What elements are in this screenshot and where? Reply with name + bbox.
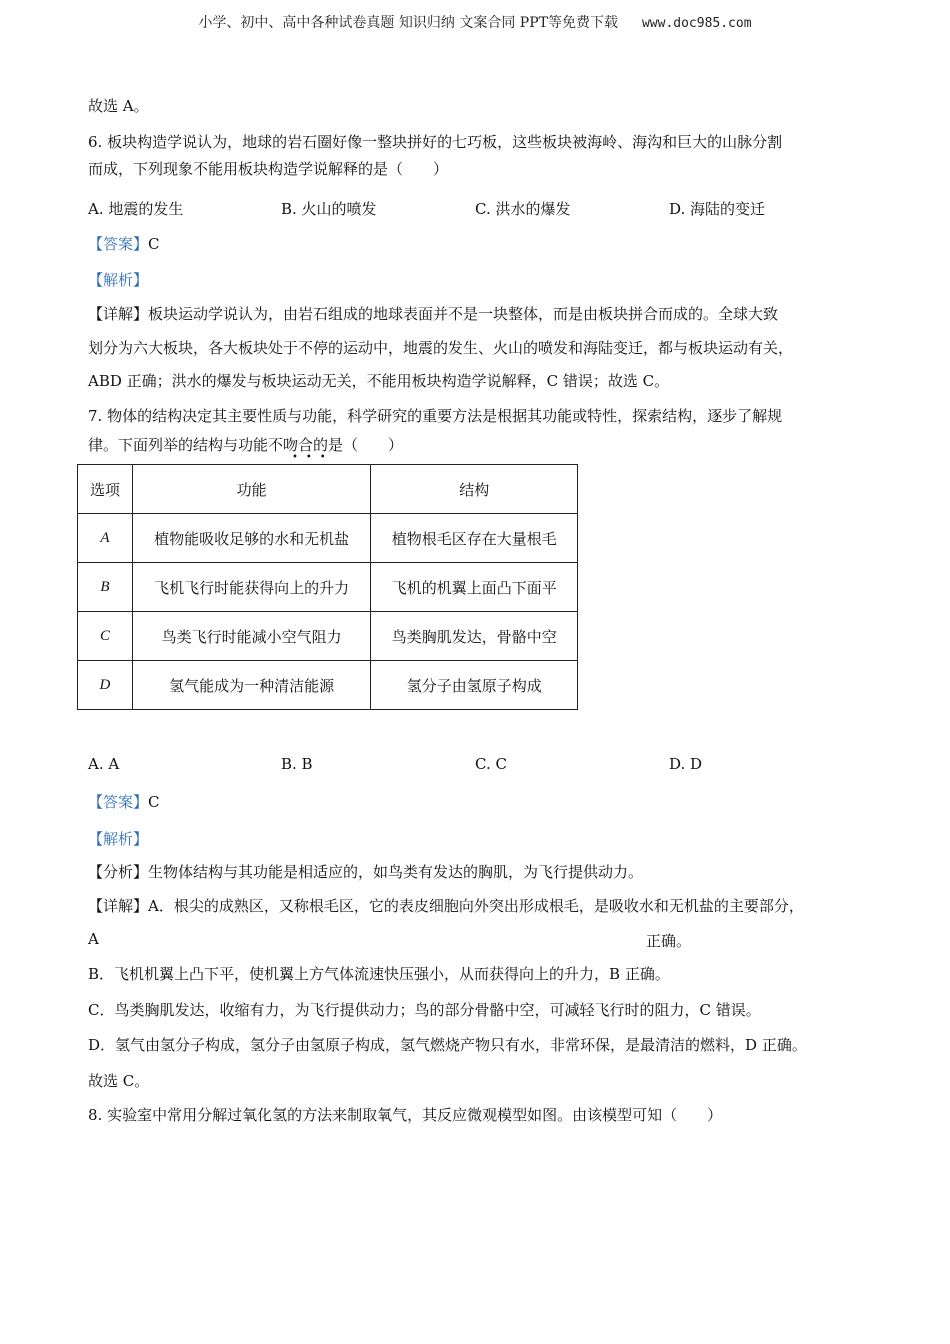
table-cell: 植物根毛区存在大量根毛 xyxy=(371,514,578,563)
q7-answer xyxy=(88,791,160,812)
q7-analysis-tag: 【解析】 xyxy=(88,830,149,848)
table-cell: 飞机的机翼上面凸下面平 xyxy=(371,563,578,612)
q7-detail-b: B．飞机机翼上凸下平，使机翼上方气体流速快压强小，从而获得向上的升力，B 正确。 xyxy=(88,965,670,983)
q6-answer xyxy=(88,233,160,254)
page-header xyxy=(0,12,950,32)
answer-value: C xyxy=(148,793,160,811)
table-header-row xyxy=(78,465,578,514)
q7-detail-c: C．鸟类胸肌发达，收缩有力，为飞行提供动力；鸟的部分骨骼中空，可减轻飞行时的阻力，C 错误。 xyxy=(88,1001,761,1019)
detail-tag: 【详解】 xyxy=(88,305,149,323)
analysis-sub-tag: 【分析】 xyxy=(88,863,149,881)
answer-value: C xyxy=(148,235,160,253)
detail-tag: 【详解】 xyxy=(88,897,149,915)
emphasis-dots: ••• xyxy=(292,452,334,463)
q6-stem-line1: 6. 板块构造学说认为，地球的岩石圈好像一整块拼好的七巧板，这些板块被海岭、海沟和巨大的山脉分割 xyxy=(88,133,783,151)
q6-option-a: A. 地震的发生 xyxy=(88,200,184,218)
table-cell: C xyxy=(78,612,133,661)
table-cell: 氢分子由氢原子构成 xyxy=(371,661,578,710)
table-row xyxy=(78,612,578,661)
q6-detail-line2: 划分为六大板块，各大板块处于不停的运动中，地震的发生、火山的喷发和海陆变迁，都与板块运动有关， xyxy=(88,339,794,357)
q7-option-d: D. D xyxy=(669,755,703,773)
q7-conclusion: 故选 C。 xyxy=(88,1072,150,1090)
table-cell: 鸟类飞行时能减小空气阻力 xyxy=(132,612,370,661)
q7-detail-d: D．氢气由氢分子构成，氢分子由氢原子构成，氢气燃烧产物只有水，非常环保，是最清洁的燃料，D 正确。 xyxy=(88,1036,807,1054)
q7-option-a: A. A xyxy=(88,755,120,773)
table-cell: 氢气能成为一种清洁能源 xyxy=(132,661,370,710)
q7-stem-line1: 7. 物体的结构决定其主要性质与功能，科学研究的重要方法是根据其功能或特性，探索结构，逐步了解规 xyxy=(88,407,783,425)
answer-tag: 【答案】 xyxy=(88,235,149,253)
q6-detail-line3: ABD 正确；洪水的爆发与板块运动无关，不能用板块构造学说解释，C 错误；故选 C。 xyxy=(88,372,670,390)
q6-stem-line2: 而成，下列现象不能用板块构造学说解释的是（ ） xyxy=(88,160,449,178)
table-cell: 飞机飞行时能获得向上的升力 xyxy=(132,563,370,612)
answer-tag: 【答案】 xyxy=(88,793,149,811)
q6-option-b: B. 火山的喷发 xyxy=(281,200,377,218)
q8-stem-line1: 8. 实验室中常用分解过氧化氢的方法来制取氧气，其反应微观模型如图。由该模型可知（ ） xyxy=(88,1106,723,1124)
q7-detail-line1: 【详解】A．根尖的成熟区，又称根毛区，它的表皮细胞向外突出形成根毛，是吸收水和无机盐的主要部分， xyxy=(88,897,804,915)
q7-detail-line2-b: 正确。 xyxy=(646,932,692,950)
table-row xyxy=(78,514,578,563)
table-row xyxy=(78,661,578,710)
table-cell: A xyxy=(78,514,133,563)
q7-detail-line2-a: A xyxy=(88,930,99,948)
table-cell: 植物能吸收足够的水和无机盐 xyxy=(132,514,370,563)
table-header-cell: 结构 xyxy=(371,465,578,514)
q6-detail-line1: 【详解】板块运动学说认为，由岩石组成的地球表面并不是一块整体，而是由板块拼合而成的。全球大致 xyxy=(88,305,779,323)
q6-option-d: D. 海陆的变迁 xyxy=(669,200,766,218)
table-header-cell: 选项 xyxy=(78,465,133,514)
q7-option-b: B. B xyxy=(281,755,313,773)
header-url[interactable]: www.doc985.com xyxy=(641,16,752,31)
q6-analysis-tag: 【解析】 xyxy=(88,271,149,289)
q6-option-c: C. 洪水的爆发 xyxy=(475,200,571,218)
q7-table xyxy=(77,464,578,710)
table-cell: B xyxy=(78,563,133,612)
table-cell: 鸟类胸肌发达，骨骼中空 xyxy=(371,612,578,661)
q7-stem-line2: 律。下面列举的结构与功能不吻合的是（ ） xyxy=(88,436,404,454)
q7-analysis: 【分析】生物体结构与其功能是相适应的，如鸟类有发达的胸肌，为飞行提供动力。 xyxy=(88,863,644,881)
table-row xyxy=(78,563,578,612)
previous-answer: 故选 A。 xyxy=(88,97,149,115)
table-header-cell: 功能 xyxy=(132,465,370,514)
q7-option-c: C. C xyxy=(475,755,507,773)
table-cell: D xyxy=(78,661,133,710)
header-text: 小学、初中、高中各种试卷真题 知识归纳 文案合同 PPT等免费下载 xyxy=(198,15,618,31)
